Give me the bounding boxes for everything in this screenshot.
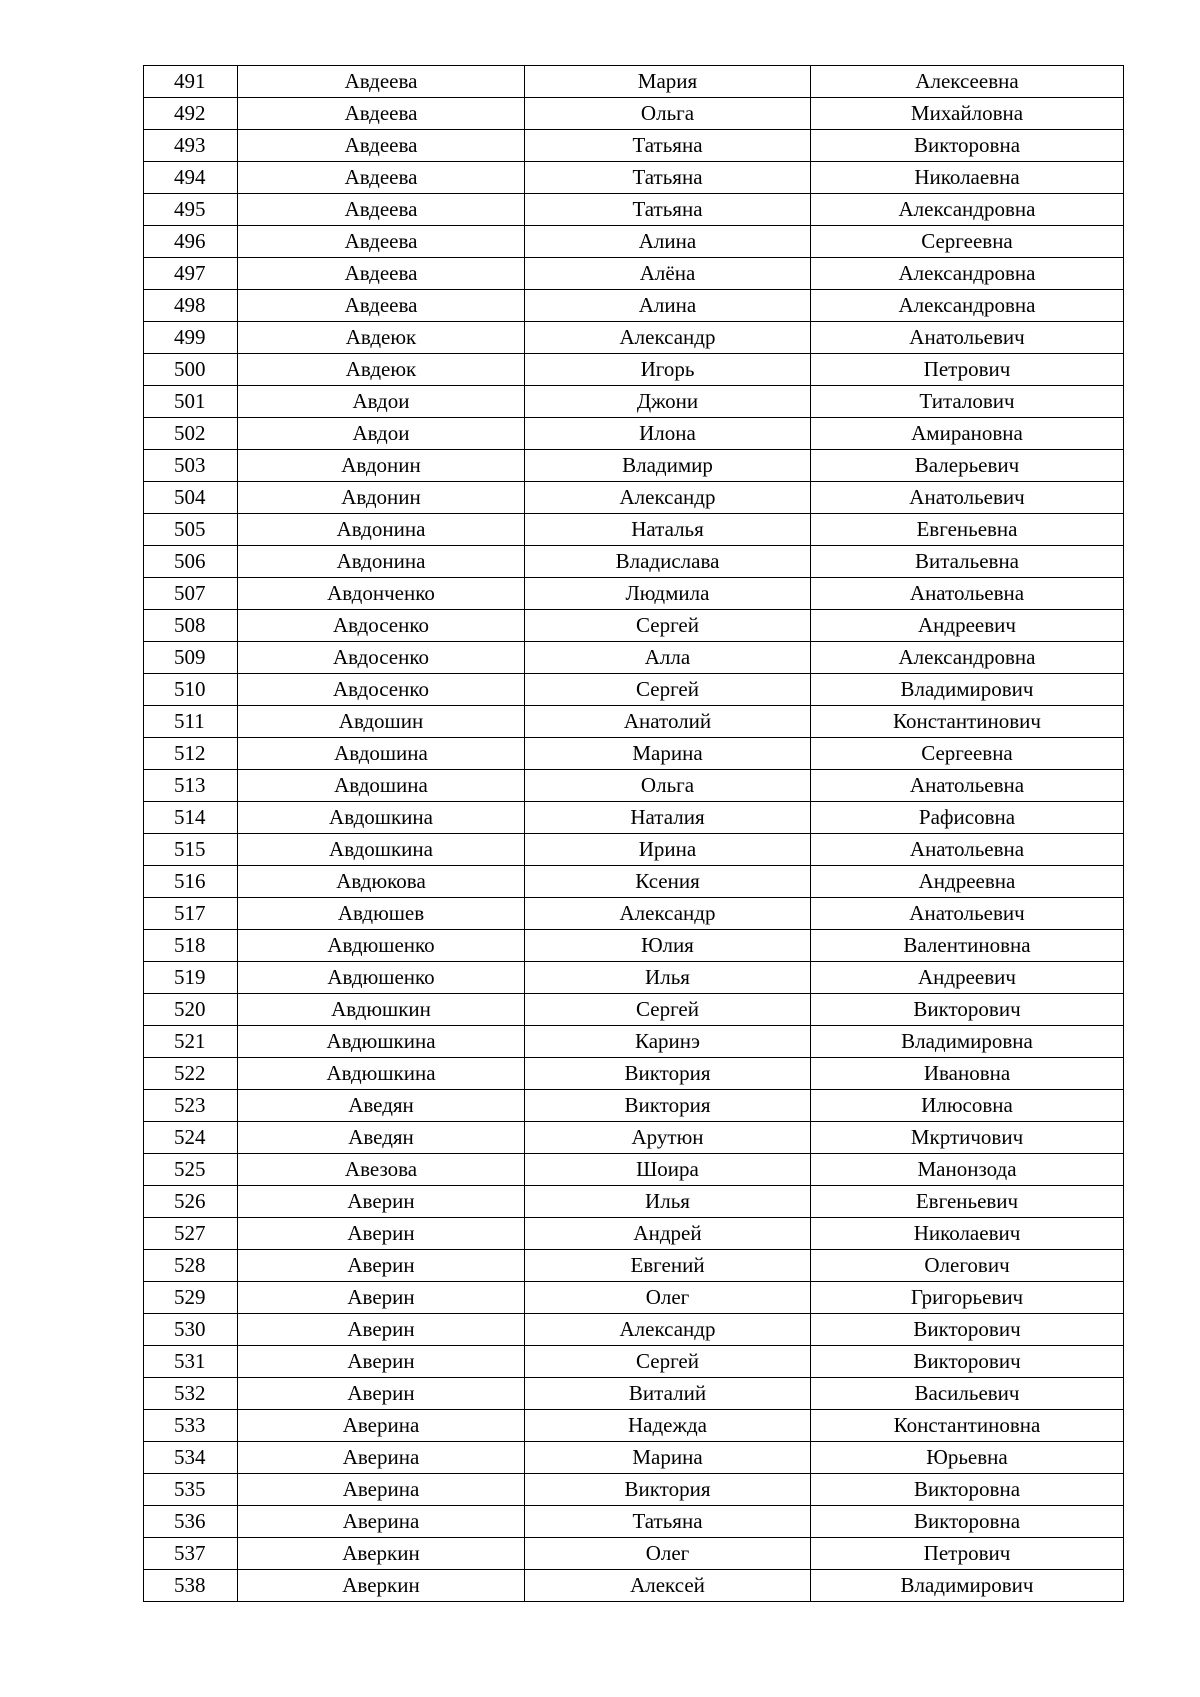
surname-cell: Аверин (238, 1282, 525, 1314)
first-name-cell: Александр (525, 1314, 811, 1346)
table-row (144, 866, 1124, 898)
patronymic-cell: Евгеньевна (811, 514, 1124, 546)
first-name-cell: Мария (525, 66, 811, 98)
row-number: 526 (144, 1186, 238, 1218)
row-number: 527 (144, 1218, 238, 1250)
first-name-cell: Владислава (525, 546, 811, 578)
patronymic-cell: Юрьевна (811, 1442, 1124, 1474)
row-number: 513 (144, 770, 238, 802)
row-number: 522 (144, 1058, 238, 1090)
table-row (144, 418, 1124, 450)
patronymic-cell: Олегович (811, 1250, 1124, 1282)
table-row (144, 1122, 1124, 1154)
patronymic-cell: Викторович (811, 1314, 1124, 1346)
row-number: 507 (144, 578, 238, 610)
patronymic-cell: Николаевна (811, 162, 1124, 194)
surname-cell: Авдошин (238, 706, 525, 738)
row-number: 532 (144, 1378, 238, 1410)
surname-cell: Авдошкина (238, 802, 525, 834)
surname-cell: Аверин (238, 1250, 525, 1282)
patronymic-cell: Викторовна (811, 1506, 1124, 1538)
surname-cell: Авдюшенко (238, 962, 525, 994)
row-number: 524 (144, 1122, 238, 1154)
patronymic-cell: Сергеевна (811, 226, 1124, 258)
surname-cell: Аверина (238, 1442, 525, 1474)
row-number: 514 (144, 802, 238, 834)
first-name-cell: Сергей (525, 1346, 811, 1378)
patronymic-cell: Владимирович (811, 674, 1124, 706)
row-number: 494 (144, 162, 238, 194)
patronymic-cell: Константиновна (811, 1410, 1124, 1442)
first-name-cell: Людмила (525, 578, 811, 610)
table-row (144, 1410, 1124, 1442)
surname-cell: Авдеева (238, 290, 525, 322)
row-number: 536 (144, 1506, 238, 1538)
surname-cell: Авдеева (238, 226, 525, 258)
patronymic-cell: Александровна (811, 258, 1124, 290)
surname-cell: Авдюкова (238, 866, 525, 898)
patronymic-cell: Владимирович (811, 1570, 1124, 1602)
row-number: 506 (144, 546, 238, 578)
patronymic-cell: Александровна (811, 642, 1124, 674)
patronymic-cell: Анатольевич (811, 322, 1124, 354)
first-name-cell: Надежда (525, 1410, 811, 1442)
row-number: 534 (144, 1442, 238, 1474)
first-name-cell: Татьяна (525, 1506, 811, 1538)
row-number: 531 (144, 1346, 238, 1378)
patronymic-cell: Викторовна (811, 1474, 1124, 1506)
first-name-cell: Илья (525, 1186, 811, 1218)
surname-cell: Аверин (238, 1218, 525, 1250)
table-row (144, 1442, 1124, 1474)
patronymic-cell: Илюсовна (811, 1090, 1124, 1122)
row-number: 493 (144, 130, 238, 162)
patronymic-cell: Евгеньевич (811, 1186, 1124, 1218)
table-row (144, 1506, 1124, 1538)
table-row (144, 258, 1124, 290)
first-name-cell: Алёна (525, 258, 811, 290)
row-number: 535 (144, 1474, 238, 1506)
table-row (144, 546, 1124, 578)
table-row (144, 226, 1124, 258)
row-number: 520 (144, 994, 238, 1026)
row-number: 515 (144, 834, 238, 866)
table-row (144, 578, 1124, 610)
patronymic-cell: Викторович (811, 1346, 1124, 1378)
patronymic-cell: Анатольевна (811, 578, 1124, 610)
row-number: 499 (144, 322, 238, 354)
first-name-cell: Виктория (525, 1090, 811, 1122)
table-row (144, 642, 1124, 674)
first-name-cell: Ирина (525, 834, 811, 866)
surname-cell: Авдосенко (238, 610, 525, 642)
first-name-cell: Марина (525, 738, 811, 770)
patronymic-cell: Андреевич (811, 962, 1124, 994)
surname-cell: Аверин (238, 1314, 525, 1346)
patronymic-cell: Григорьевич (811, 1282, 1124, 1314)
first-name-cell: Алина (525, 226, 811, 258)
surname-cell: Авдеева (238, 98, 525, 130)
surname-cell: Авдонин (238, 482, 525, 514)
table-row (144, 1282, 1124, 1314)
surname-cell: Авдеева (238, 130, 525, 162)
table-row (144, 322, 1124, 354)
first-name-cell: Анатолий (525, 706, 811, 738)
first-name-cell: Александр (525, 322, 811, 354)
surname-cell: Аверин (238, 1346, 525, 1378)
patronymic-cell: Михайловна (811, 98, 1124, 130)
surname-cell: Авдонина (238, 514, 525, 546)
surname-cell: Авдосенко (238, 674, 525, 706)
surname-cell: Аведян (238, 1090, 525, 1122)
surname-cell: Авдеева (238, 162, 525, 194)
table-row (144, 674, 1124, 706)
table-row (144, 514, 1124, 546)
table-row (144, 738, 1124, 770)
surname-cell: Авдеева (238, 66, 525, 98)
surname-cell: Аверин (238, 1186, 525, 1218)
first-name-cell: Юлия (525, 930, 811, 962)
table-row (144, 1218, 1124, 1250)
surname-cell: Авдюшкина (238, 1026, 525, 1058)
first-name-cell: Александр (525, 482, 811, 514)
table-row (144, 1058, 1124, 1090)
table-row (144, 834, 1124, 866)
row-number: 495 (144, 194, 238, 226)
first-name-cell: Каринэ (525, 1026, 811, 1058)
first-name-cell: Сергей (525, 994, 811, 1026)
row-number: 510 (144, 674, 238, 706)
table-row (144, 994, 1124, 1026)
first-name-cell: Виктория (525, 1474, 811, 1506)
table-row (144, 898, 1124, 930)
surname-cell: Авдошина (238, 738, 525, 770)
row-number: 503 (144, 450, 238, 482)
patronymic-cell: Амирановна (811, 418, 1124, 450)
patronymic-cell: Андреевич (811, 610, 1124, 642)
patronymic-cell: Манонзода (811, 1154, 1124, 1186)
surname-cell: Аверина (238, 1474, 525, 1506)
surname-cell: Авдеюк (238, 354, 525, 386)
first-name-cell: Ксения (525, 866, 811, 898)
row-number: 538 (144, 1570, 238, 1602)
first-name-cell: Татьяна (525, 194, 811, 226)
patronymic-cell: Александровна (811, 194, 1124, 226)
first-name-cell: Алла (525, 642, 811, 674)
first-name-cell: Шоира (525, 1154, 811, 1186)
surname-cell: Аверин (238, 1378, 525, 1410)
table-row (144, 1154, 1124, 1186)
row-number: 508 (144, 610, 238, 642)
row-number: 496 (144, 226, 238, 258)
patronymic-cell: Викторович (811, 994, 1124, 1026)
row-number: 533 (144, 1410, 238, 1442)
first-name-cell: Илья (525, 962, 811, 994)
first-name-cell: Ольга (525, 98, 811, 130)
surname-cell: Авдюшкин (238, 994, 525, 1026)
table-row (144, 1026, 1124, 1058)
table-row (144, 706, 1124, 738)
table-row (144, 962, 1124, 994)
names-table (143, 65, 1124, 1602)
surname-cell: Авдюшев (238, 898, 525, 930)
table-row (144, 1346, 1124, 1378)
row-number: 528 (144, 1250, 238, 1282)
patronymic-cell: Витальевна (811, 546, 1124, 578)
patronymic-cell: Рафисовна (811, 802, 1124, 834)
table-row (144, 98, 1124, 130)
row-number: 509 (144, 642, 238, 674)
patronymic-cell: Алексеевна (811, 66, 1124, 98)
table-row (144, 1186, 1124, 1218)
table-row (144, 290, 1124, 322)
table-row (144, 66, 1124, 98)
first-name-cell: Наталия (525, 802, 811, 834)
surname-cell: Аведян (238, 1122, 525, 1154)
patronymic-cell: Титалович (811, 386, 1124, 418)
row-number: 518 (144, 930, 238, 962)
first-name-cell: Игорь (525, 354, 811, 386)
table-row (144, 1570, 1124, 1602)
first-name-cell: Татьяна (525, 130, 811, 162)
surname-cell: Авдюшкина (238, 1058, 525, 1090)
patronymic-cell: Анатольевна (811, 770, 1124, 802)
row-number: 519 (144, 962, 238, 994)
first-name-cell: Илона (525, 418, 811, 450)
patronymic-cell: Николаевич (811, 1218, 1124, 1250)
row-number: 521 (144, 1026, 238, 1058)
first-name-cell: Марина (525, 1442, 811, 1474)
table-row (144, 770, 1124, 802)
first-name-cell: Евгений (525, 1250, 811, 1282)
row-number: 491 (144, 66, 238, 98)
table-row (144, 1314, 1124, 1346)
patronymic-cell: Ивановна (811, 1058, 1124, 1090)
surname-cell: Авдонина (238, 546, 525, 578)
surname-cell: Аверкин (238, 1570, 525, 1602)
patronymic-cell: Андреевна (811, 866, 1124, 898)
row-number: 523 (144, 1090, 238, 1122)
first-name-cell: Сергей (525, 610, 811, 642)
first-name-cell: Джони (525, 386, 811, 418)
surname-cell: Авдеева (238, 194, 525, 226)
surname-cell: Авдонин (238, 450, 525, 482)
patronymic-cell: Константинович (811, 706, 1124, 738)
patronymic-cell: Владимировна (811, 1026, 1124, 1058)
row-number: 517 (144, 898, 238, 930)
row-number: 497 (144, 258, 238, 290)
row-number: 516 (144, 866, 238, 898)
patronymic-cell: Петрович (811, 1538, 1124, 1570)
first-name-cell: Олег (525, 1538, 811, 1570)
table-row (144, 162, 1124, 194)
surname-cell: Авдюшенко (238, 930, 525, 962)
first-name-cell: Александр (525, 898, 811, 930)
patronymic-cell: Мкртичович (811, 1122, 1124, 1154)
row-number: 530 (144, 1314, 238, 1346)
first-name-cell: Виталий (525, 1378, 811, 1410)
first-name-cell: Арутюн (525, 1122, 811, 1154)
row-number: 502 (144, 418, 238, 450)
patronymic-cell: Сергеевна (811, 738, 1124, 770)
patronymic-cell: Петрович (811, 354, 1124, 386)
first-name-cell: Сергей (525, 674, 811, 706)
surname-cell: Авдошкина (238, 834, 525, 866)
surname-cell: Авдои (238, 386, 525, 418)
surname-cell: Авдеева (238, 258, 525, 290)
patronymic-cell: Васильевич (811, 1378, 1124, 1410)
row-number: 501 (144, 386, 238, 418)
first-name-cell: Татьяна (525, 162, 811, 194)
table-row (144, 130, 1124, 162)
row-number: 512 (144, 738, 238, 770)
first-name-cell: Владимир (525, 450, 811, 482)
surname-cell: Авдосенко (238, 642, 525, 674)
patronymic-cell: Анатольевна (811, 834, 1124, 866)
surname-cell: Авдеюк (238, 322, 525, 354)
row-number: 529 (144, 1282, 238, 1314)
first-name-cell: Виктория (525, 1058, 811, 1090)
row-number: 504 (144, 482, 238, 514)
table-row (144, 194, 1124, 226)
table-row (144, 482, 1124, 514)
row-number: 511 (144, 706, 238, 738)
row-number: 498 (144, 290, 238, 322)
table-row (144, 1250, 1124, 1282)
surname-cell: Авдои (238, 418, 525, 450)
patronymic-cell: Анатольевич (811, 898, 1124, 930)
surname-cell: Авезова (238, 1154, 525, 1186)
table-row (144, 354, 1124, 386)
surname-cell: Аверина (238, 1506, 525, 1538)
first-name-cell: Олег (525, 1282, 811, 1314)
patronymic-cell: Валерьевич (811, 450, 1124, 482)
surname-cell: Авдонченко (238, 578, 525, 610)
patronymic-cell: Валентиновна (811, 930, 1124, 962)
patronymic-cell: Викторовна (811, 130, 1124, 162)
table-row (144, 386, 1124, 418)
surname-cell: Авдошина (238, 770, 525, 802)
table-row (144, 1538, 1124, 1570)
table-row (144, 1474, 1124, 1506)
row-number: 492 (144, 98, 238, 130)
first-name-cell: Ольга (525, 770, 811, 802)
table-row (144, 930, 1124, 962)
first-name-cell: Наталья (525, 514, 811, 546)
table-row (144, 450, 1124, 482)
row-number: 500 (144, 354, 238, 386)
first-name-cell: Алексей (525, 1570, 811, 1602)
patronymic-cell: Александровна (811, 290, 1124, 322)
first-name-cell: Алина (525, 290, 811, 322)
patronymic-cell: Анатольевич (811, 482, 1124, 514)
surname-cell: Аверкин (238, 1538, 525, 1570)
names-table-body (144, 66, 1124, 1602)
row-number: 505 (144, 514, 238, 546)
row-number: 537 (144, 1538, 238, 1570)
row-number: 525 (144, 1154, 238, 1186)
surname-cell: Аверина (238, 1410, 525, 1442)
first-name-cell: Андрей (525, 1218, 811, 1250)
table-row (144, 1378, 1124, 1410)
table-row (144, 1090, 1124, 1122)
table-row (144, 802, 1124, 834)
table-row (144, 610, 1124, 642)
